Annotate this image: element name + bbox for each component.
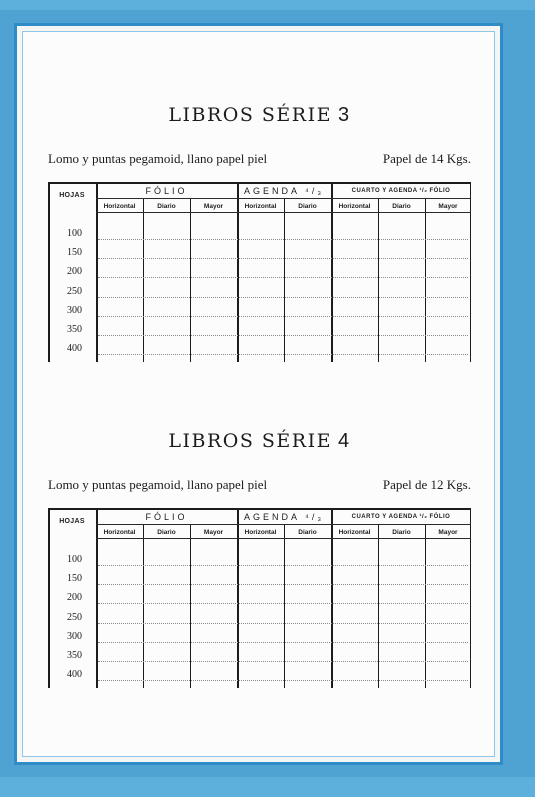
row-label: 150 [67,247,82,259]
column-rule [378,198,379,362]
group-header-rule [96,198,471,199]
row-label: 300 [67,304,82,316]
row-label: 250 [67,611,82,623]
section-title [48,430,471,453]
group-label: FÓLIO [145,186,188,196]
title-text: LIBROS SÉRIE [168,430,332,452]
row-dotted-rule [98,297,468,298]
price-grid [48,182,471,362]
group-label: CUARTO Y AGENDA ¹/₂ FÓLIO [351,514,451,520]
column-label: Horizontal [338,529,371,536]
column-rule [378,524,379,688]
section-title [48,104,471,127]
group-label: AGENDA ⁴/₃ [243,512,325,522]
column-rule [143,198,144,362]
row-label: 350 [67,324,82,335]
hojas-label: HOJAS [59,192,85,199]
row-label: 100 [67,228,82,239]
column-label: Horizontal [103,529,136,536]
row-dotted-rule [98,277,468,278]
series-3-section [48,104,471,362]
column-label: Horizontal [244,529,277,536]
column-header-rule [96,538,471,539]
group-label: FÓLIO [145,512,188,522]
hojas-label: HOJAS [59,518,85,525]
column-label: Diario [157,529,176,536]
grid-top-rule [48,508,471,510]
group-label: AGENDA ⁴/₃ [243,186,325,196]
row-label: 100 [67,554,82,565]
row-label: 200 [67,592,82,604]
column-label: Diario [157,203,176,210]
row-label: 150 [67,573,82,585]
paper-weight: Papel de 14 Kgs. [382,151,471,166]
row-label: 250 [67,285,82,297]
grid-top-rule [48,182,471,184]
row-dotted-rule [98,354,468,355]
series-number: 4 [337,430,351,452]
column-label: Mayor [438,203,458,210]
price-grid [48,508,471,688]
row-dotted-rule [98,603,468,604]
column-header-rule [96,212,471,213]
column-rule [190,198,191,362]
row-label: 400 [67,343,82,355]
column-rule [284,198,285,362]
row-dotted-rule [98,258,468,259]
section-subline [48,477,471,493]
column-label: Mayor [203,529,224,536]
row-dotted-rule [98,316,468,317]
row-dotted-rule [98,623,468,624]
column-label: Horizontal [338,203,371,210]
column-label: Horizontal [103,203,136,210]
column-label: Mayor [438,529,458,536]
group-label: CUARTO Y AGENDA ¹/₂ FÓLIO [351,188,451,194]
series-number: 3 [337,104,351,126]
column-rule [284,524,285,688]
column-rule [190,524,191,688]
title-text: LIBROS SÉRIE [168,104,332,126]
column-label: Horizontal [244,203,277,210]
row-dotted-rule [98,239,468,240]
row-dotted-rule [98,565,468,566]
row-label: 300 [67,630,82,642]
row-dotted-rule [98,584,468,585]
paper-weight: Papel de 12 Kgs. [382,477,471,492]
group-header-rule [96,524,471,525]
binding-description: Lomo y puntas pegamoid, llano papel piel [48,151,268,166]
column-rule [143,524,144,688]
column-label: Diario [392,203,411,210]
row-label: 400 [67,669,82,681]
bottom-border-strip [0,777,535,797]
row-label: 200 [67,266,82,278]
section-subline [48,151,471,167]
column-label: Mayor [203,203,224,210]
column-label: Diario [298,529,317,536]
binding-description: Lomo y puntas pegamoid, llano papel piel [48,477,268,492]
top-border-strip [0,0,535,10]
column-label: Diario [298,203,317,210]
column-rule [425,524,426,688]
row-dotted-rule [98,680,468,681]
row-dotted-rule [98,335,468,336]
column-rule [425,198,426,362]
row-dotted-rule [98,661,468,662]
column-label: Diario [392,529,411,536]
row-dotted-rule [98,642,468,643]
row-label: 350 [67,650,82,661]
series-4-section [48,430,471,688]
